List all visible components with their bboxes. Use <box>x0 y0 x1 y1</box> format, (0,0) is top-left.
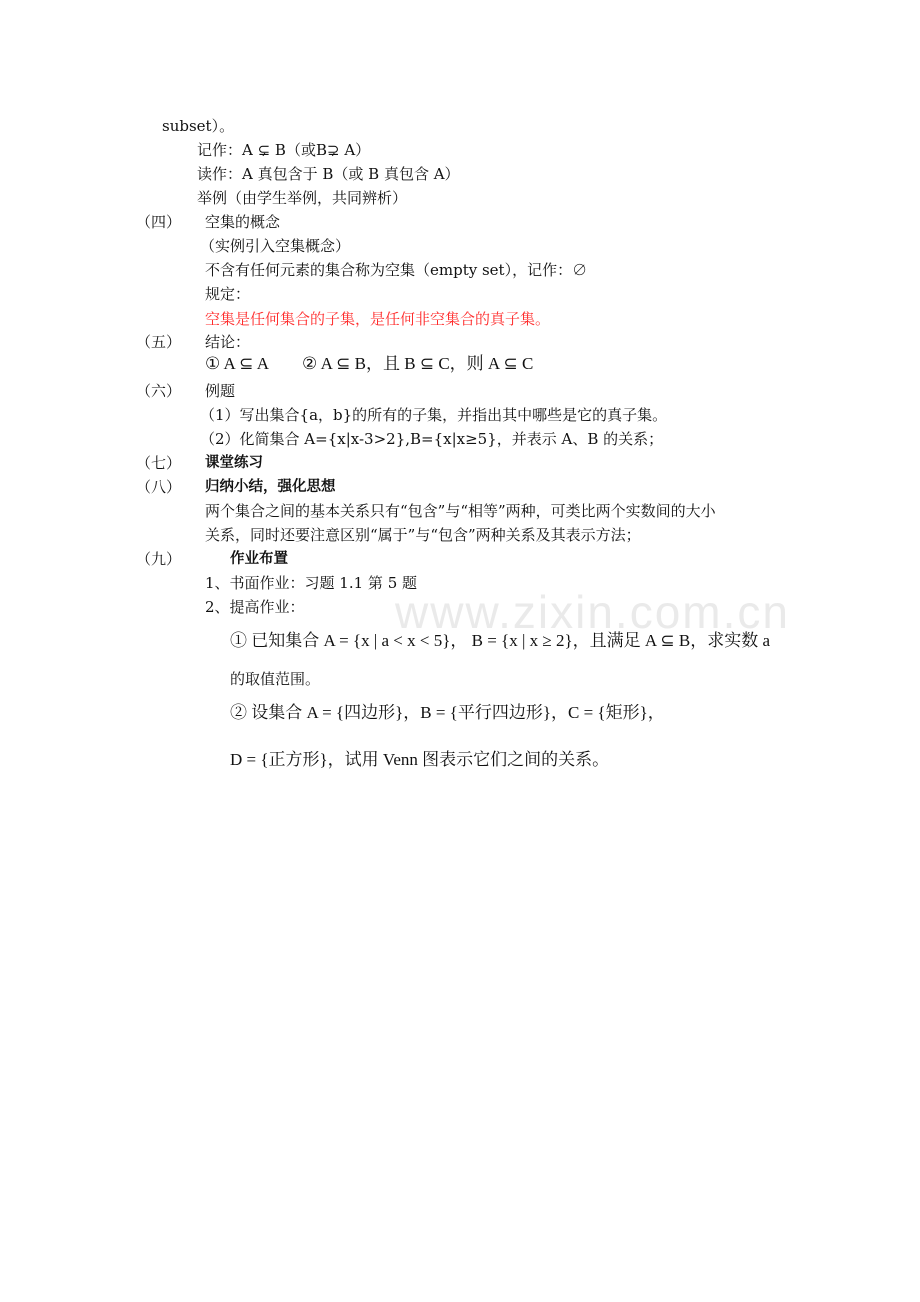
text-line-summary-1: 两个集合之间的基本关系只有“包含”与“相等”两种，可类比两个实数间的大小 <box>205 502 716 520</box>
text-line-example-1: （1）写出集合{a，b}的所有的子集，并指出其中哪些是它的真子集。 <box>200 406 668 424</box>
section-label-7: （七） <box>136 454 182 472</box>
section-label-4: （四） <box>136 213 182 231</box>
text-line-reading: 读作：A 真包含于 B（或 B 真包含 A） <box>197 165 460 183</box>
text-line-question-1b: 的取值范围。 <box>230 670 321 688</box>
section-title-6: 例题 <box>205 382 236 400</box>
section-label-6: （六） <box>136 382 182 400</box>
text-line-example-2: （2）化简集合 A={x|x-3>2},B={x|x≥5}，并表示 A、B 的关系； <box>200 430 664 448</box>
text-line-rule: 规定： <box>205 285 251 303</box>
text-line-empty-rule-red: 空集是任何集合的子集，是任何非空集合的真子集。 <box>205 310 551 328</box>
text-line-notation: 记作：A ⊊ B（或B⊋ A） <box>197 141 371 159</box>
text-line-question-2a: ② 设集合 A = {四边形}，B = {平行四边形}，C = {矩形}， <box>230 703 665 722</box>
text-line-example: 举例（由学生举例，共同辨析） <box>197 189 408 207</box>
text-line-question-2b: D = {正方形}，试用 Venn 图表示它们之间的关系。 <box>230 750 610 769</box>
text-line-empty-def: 不含有任何元素的集合称为空集（empty set），记作：∅ <box>205 261 588 279</box>
text-line-homework-1: 1、书面作业：习题 1.1 第 5 题 <box>205 574 418 592</box>
text-line-empty-intro: （实例引入空集概念） <box>200 237 351 255</box>
section-label-5: （五） <box>136 333 182 351</box>
text-line-question-1a: ① 已知集合 A = {x | a < x < 5}， B = {x | x ≥ 2}，且满足 A ⊆ B，求实数 a <box>230 631 771 650</box>
formula-conclusion: ① A ⊆ A ② A ⊆ B，且 B ⊆ C，则 A ⊆ C <box>205 354 534 373</box>
section-label-9: （九） <box>136 550 182 568</box>
text-line-subset: subset）。 <box>162 117 235 135</box>
section-label-8: （八） <box>136 478 182 496</box>
text-line-summary-2: 关系，同时还要注意区别“属于”与“包含”两种关系及其表示方法； <box>205 526 641 544</box>
section-title-9: 作业布置 <box>230 551 288 567</box>
watermark-text: www.zixin.com.cn <box>395 586 790 638</box>
section-title-4: 空集的概念 <box>205 213 281 231</box>
text-line-homework-2: 2、提高作业： <box>205 598 305 616</box>
section-title-5: 结论： <box>205 333 251 351</box>
section-title-7: 课堂练习 <box>205 455 263 471</box>
section-title-8: 归纳小结，强化思想 <box>205 479 336 495</box>
